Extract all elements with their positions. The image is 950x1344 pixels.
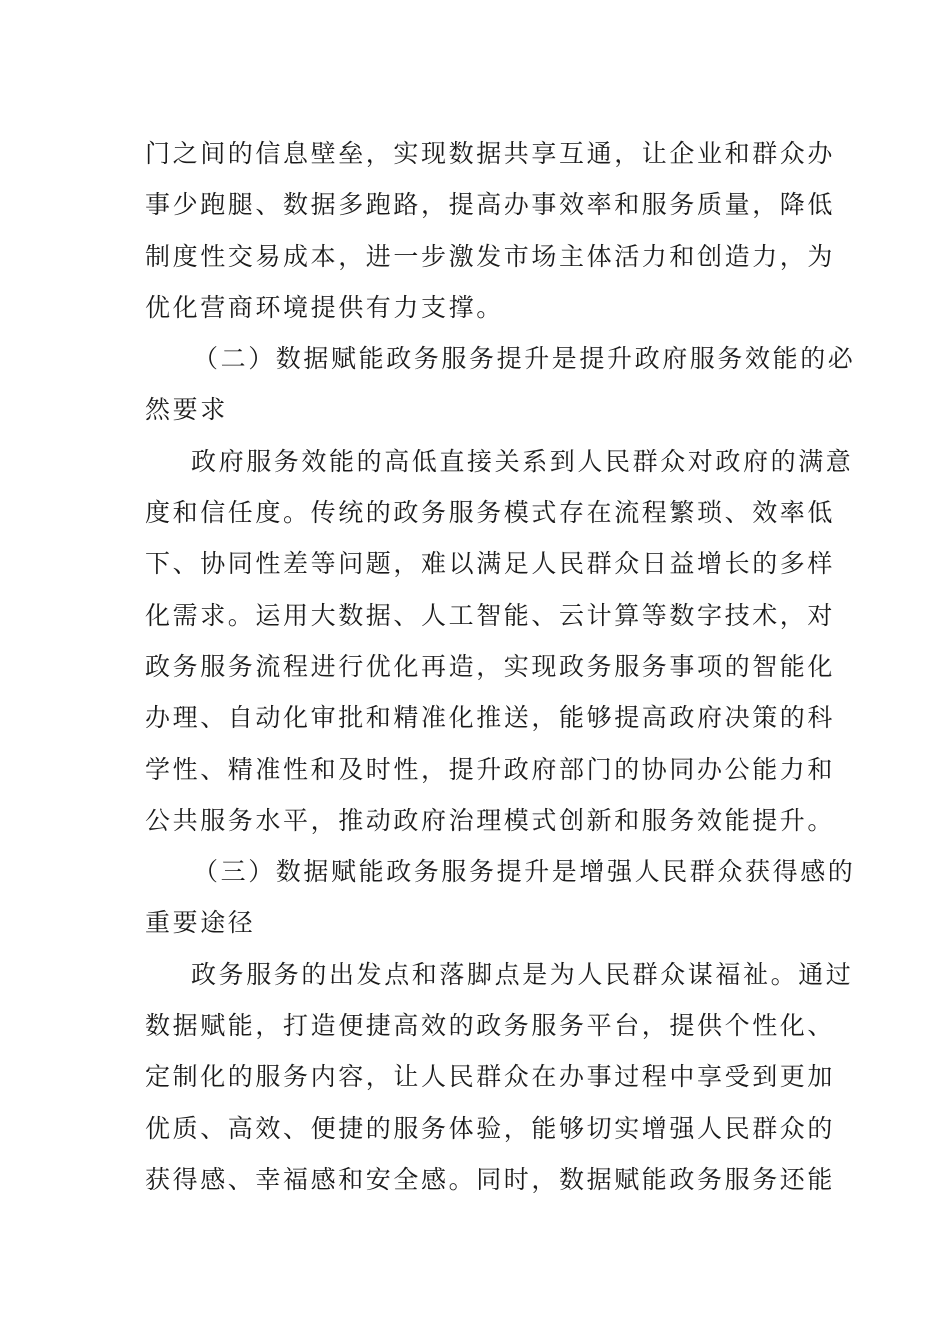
text-line: 数据赋能，打造便捷高效的政务服务平台，提供个性化、 bbox=[145, 1011, 836, 1041]
text-line: 优化营商环境提供有力支撑。 bbox=[145, 292, 504, 322]
heading-line: 然要求 bbox=[145, 395, 228, 425]
text-line: 公共服务水平，推动政府治理模式创新和服务效能提升。 bbox=[145, 805, 836, 835]
text-line: 定制化的服务内容，让人民群众在办事过程中享受到更加 bbox=[145, 1062, 836, 1092]
section-heading-2 bbox=[145, 333, 856, 436]
text-line: 门之间的信息壁垒，实现数据共享互通，让企业和群众办 bbox=[145, 139, 836, 168]
text-line: 学性、精准性和及时性，提升政府部门的协同办公能力和 bbox=[145, 754, 836, 784]
text-line: 政府服务效能的高低直接关系到人民群众对政府的满意 bbox=[191, 446, 854, 476]
text-line: 政务服务的出发点和落脚点是为人民群众谋福祉。通过 bbox=[191, 959, 854, 989]
text-line: 度和信任度。传统的政务服务模式存在流程繁琐、效率低 bbox=[145, 498, 836, 528]
document-body bbox=[145, 128, 856, 1205]
text-line: 化需求。运用大数据、人工智能、云计算等数字技术，对 bbox=[145, 600, 836, 630]
heading-line: 重要途径 bbox=[145, 908, 256, 938]
text-line: 获得感、幸福感和安全感。同时，数据赋能政务服务还能 bbox=[145, 1164, 836, 1194]
text-line: 优质、高效、便捷的服务体验，能够切实增强人民群众的 bbox=[145, 1113, 836, 1143]
text-line: 办理、自动化审批和精准化推送，能够提高政府决策的科 bbox=[145, 703, 836, 733]
paragraph-service-efficiency bbox=[145, 436, 854, 846]
text-line: 政务服务流程进行优化再造，实现政务服务事项的智能化 bbox=[145, 651, 836, 681]
paragraph-continuation bbox=[145, 128, 836, 333]
section-heading-3 bbox=[145, 846, 856, 949]
text-line: 事少跑腿、数据多跑路，提高办事效率和服务质量，降低 bbox=[145, 190, 836, 220]
heading-line: （三）数据赋能政务服务提升是增强人民群众获得感的 bbox=[193, 857, 856, 887]
heading-line: （二）数据赋能政务服务提升是提升政府服务效能的必 bbox=[193, 344, 856, 374]
paragraph-public-welfare bbox=[145, 949, 854, 1205]
text-line: 制度性交易成本，进一步激发市场主体活力和创造力，为 bbox=[145, 241, 836, 271]
text-line: 下、协同性差等问题，难以满足人民群众日益增长的多样 bbox=[145, 549, 836, 579]
